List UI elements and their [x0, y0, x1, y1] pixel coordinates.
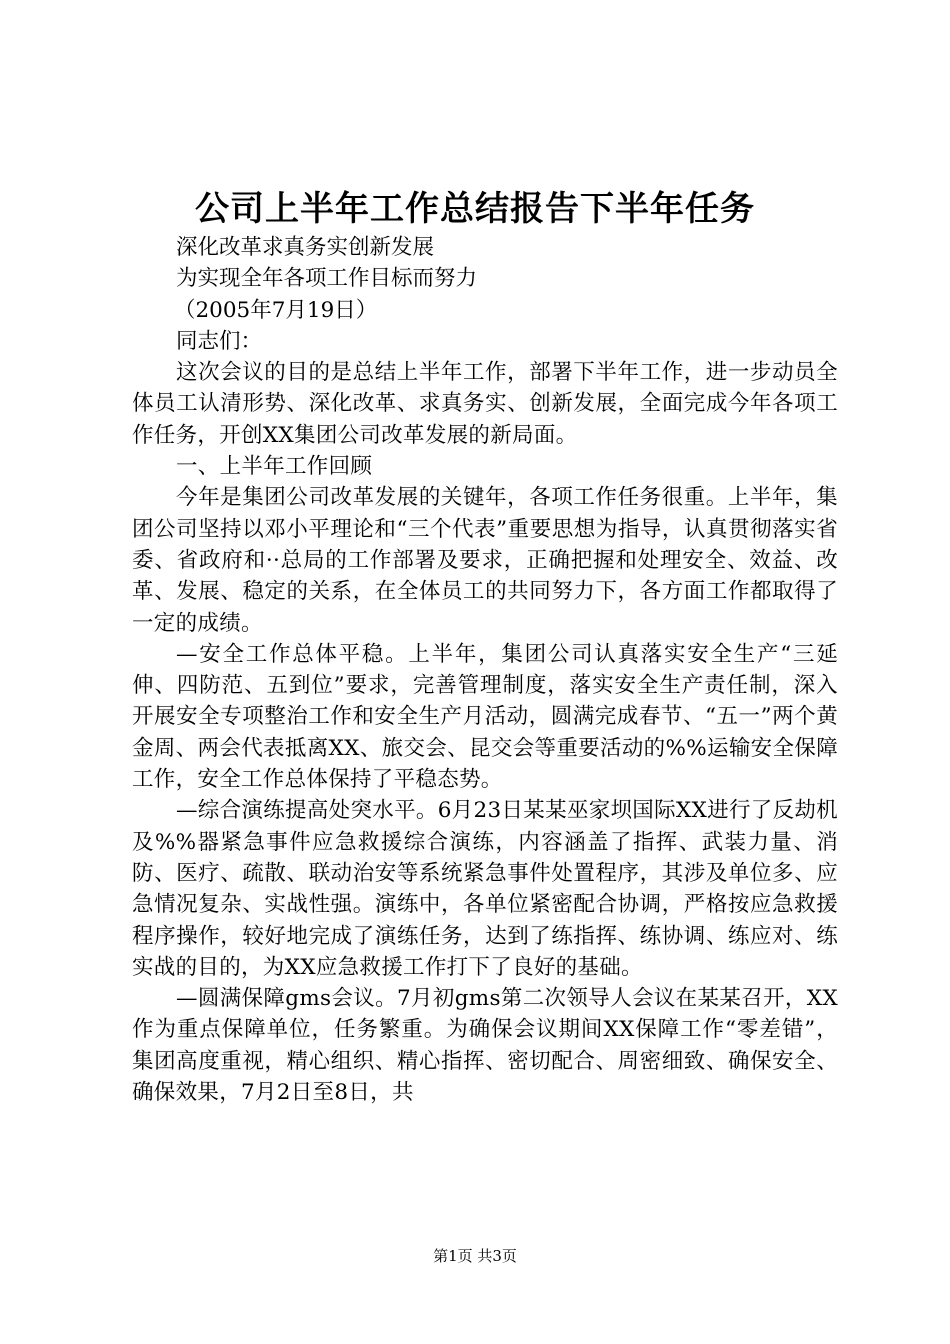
page-number-footer: 第1页 共3页 — [433, 1247, 517, 1265]
subtitle-line-2: 为实现全年各项工作目标而努力 — [176, 266, 478, 292]
paragraph-intro: 这次会议的目的是总结上半年工作，部署下半年工作，进一步动员全体员工认清形势、深化改革、求真务实、创新发展，全面完成今年各项工作任务，开创XX集团公司改革发展的新局面。 — [132, 360, 838, 448]
document-body — [132, 232, 838, 1108]
salutation: 同志们： — [176, 328, 263, 354]
paragraph-gms: —圆满保障gms会议。7月初gms第二次领导人会议在某某召开，XX作为重点保障单位，任务繁重。为确保会议期间XX保障工作“零差错”，集团高度重视，精心组织、精心指挥、密切配合、周密细致、确保安全、确保效果，7月2日至8日，共 — [132, 986, 838, 1106]
subtitle-line-1: 深化改革求真务实创新发展 — [176, 235, 435, 260]
paragraph-drill: —综合演练提高处突水平。6月23日某某巫家坝国际XX进行了反劫机及%%器紧急事件应急救援综合演练，内容涵盖了指挥、武装力量、消防、医疗、疏散、联动治安等系统紧急事件处置程序，其涉及单位多、应急情况复杂、实战性强。演练中，各单位紧密配合协调，严格按应急救援程序操作，较好地完成了演练任务，达到了练指挥、练协调、练应对、练实战的目的，为XX应急救援工作打下了良好的基础。 — [132, 798, 838, 980]
paragraph-safety: —安全工作总体平稳。上半年，集团公司认真落实安全生产“三延伸、四防范、五到位”要求，完善管理制度，落实安全生产责任制，深入开展安全专项整治工作和安全生产月活动，圆满完成春节、“五一”两个黄金周、两会代表抵离XX、旅交会、昆交会等重要活动的%%运输安全保障工作，安全工作总体保持了平稳态势。 — [132, 641, 838, 793]
document-title: 公司上半年工作总结报告下半年任务 — [195, 189, 755, 229]
section-heading: 一、上半年工作回顾 — [176, 454, 373, 480]
date-line: （2005年7月19日） — [174, 297, 378, 323]
paragraph-review: 今年是集团公司改革发展的关键年，各项工作任务很重。上半年，集团公司坚持以邓小平理论和“三个代表”重要思想为指导，认真贯彻落实省委、省政府和··总局的工作部署及要求，正确把握和处理安全、效益、改革、发展、稳定的关系，在全体员工的共同努力下，各方面工作都取得了一定的成绩。 — [132, 485, 838, 636]
